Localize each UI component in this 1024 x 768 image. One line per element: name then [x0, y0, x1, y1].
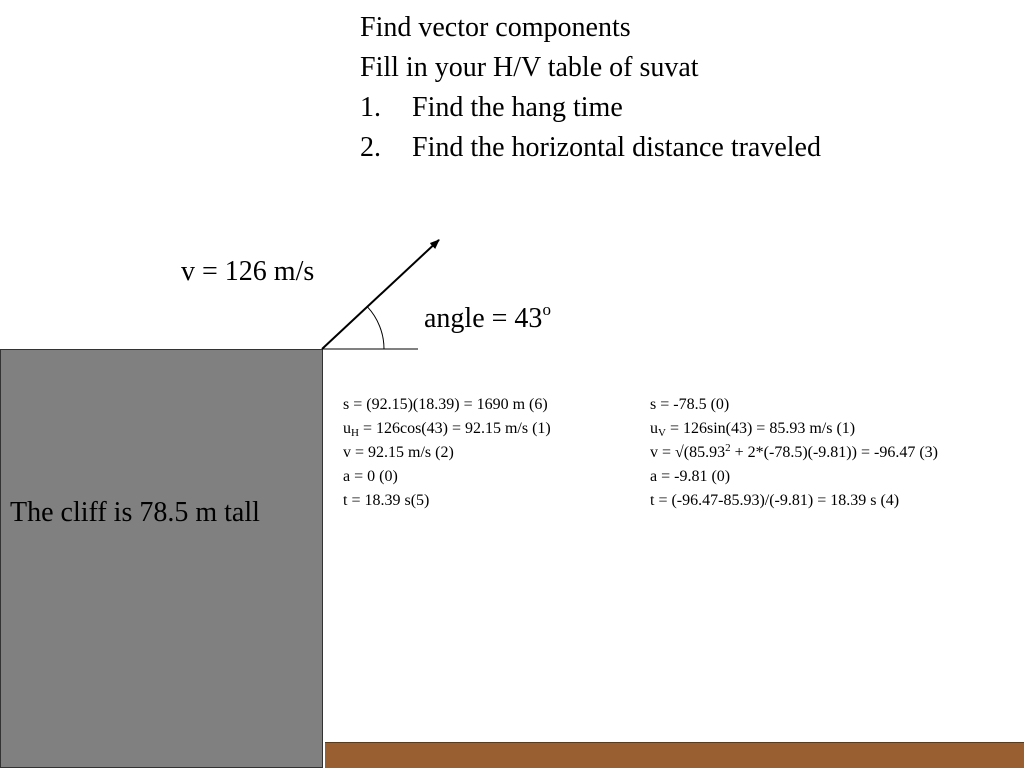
angle-arc — [367, 307, 384, 349]
vertical-u-prefix: u — [650, 420, 658, 437]
instruction-line-1: Find vector components — [360, 12, 631, 43]
instruction-item-1-number: 1. — [360, 92, 381, 123]
vertical-u — [650, 417, 938, 441]
horizontal-u-rest: = 126cos(43) = 92.15 m/s (1) — [358, 420, 551, 437]
cliff-label: The cliff is 78.5 m tall — [10, 497, 260, 528]
vertical-t: t = (-96.47-85.93)/(-9.81) = 18.39 s (4) — [650, 492, 900, 509]
angle-label-text: angle = 43 — [424, 303, 543, 334]
vertical-v-rest: + 2*(-78.5)(-9.81)) = -96.47 (3) — [730, 444, 938, 461]
angle-label — [424, 300, 551, 335]
horizontal-u-subscript: H — [351, 427, 359, 439]
vertical-u-subscript: V — [658, 427, 666, 439]
horizontal-t: t = 18.39 s(5) — [343, 492, 430, 509]
horizontal-suvat-column — [343, 393, 551, 513]
vertical-v-superscript: 2 — [725, 442, 731, 454]
velocity-vector-arrow — [322, 240, 439, 349]
horizontal-a: a = 0 (0) — [343, 468, 398, 485]
horizontal-v: v = 92.15 m/s (2) — [343, 444, 454, 461]
vertical-u-rest: = 126sin(43) = 85.93 m/s (1) — [665, 420, 856, 437]
vertical-suvat-column — [650, 393, 938, 513]
instruction-item-2-number: 2. — [360, 132, 381, 163]
horizontal-u-prefix: u — [343, 420, 351, 437]
vertical-s: s = -78.5 (0) — [650, 396, 730, 413]
instruction-item-1-text: Find the hang time — [412, 92, 623, 123]
vertical-v — [650, 441, 938, 465]
instruction-line-2: Fill in your H/V table of suvat — [360, 52, 699, 83]
vertical-v-prefix: v = √(85.93 — [650, 444, 726, 461]
velocity-label: v = 126 m/s — [181, 256, 315, 287]
horizontal-s: s = (92.15)(18.39) = 1690 m (6) — [343, 396, 548, 413]
instruction-item-2-text: Find the horizontal distance traveled — [412, 132, 821, 163]
horizontal-u — [343, 417, 551, 441]
angle-degree-symbol: o — [542, 300, 551, 319]
vertical-a: a = -9.81 (0) — [650, 468, 731, 485]
